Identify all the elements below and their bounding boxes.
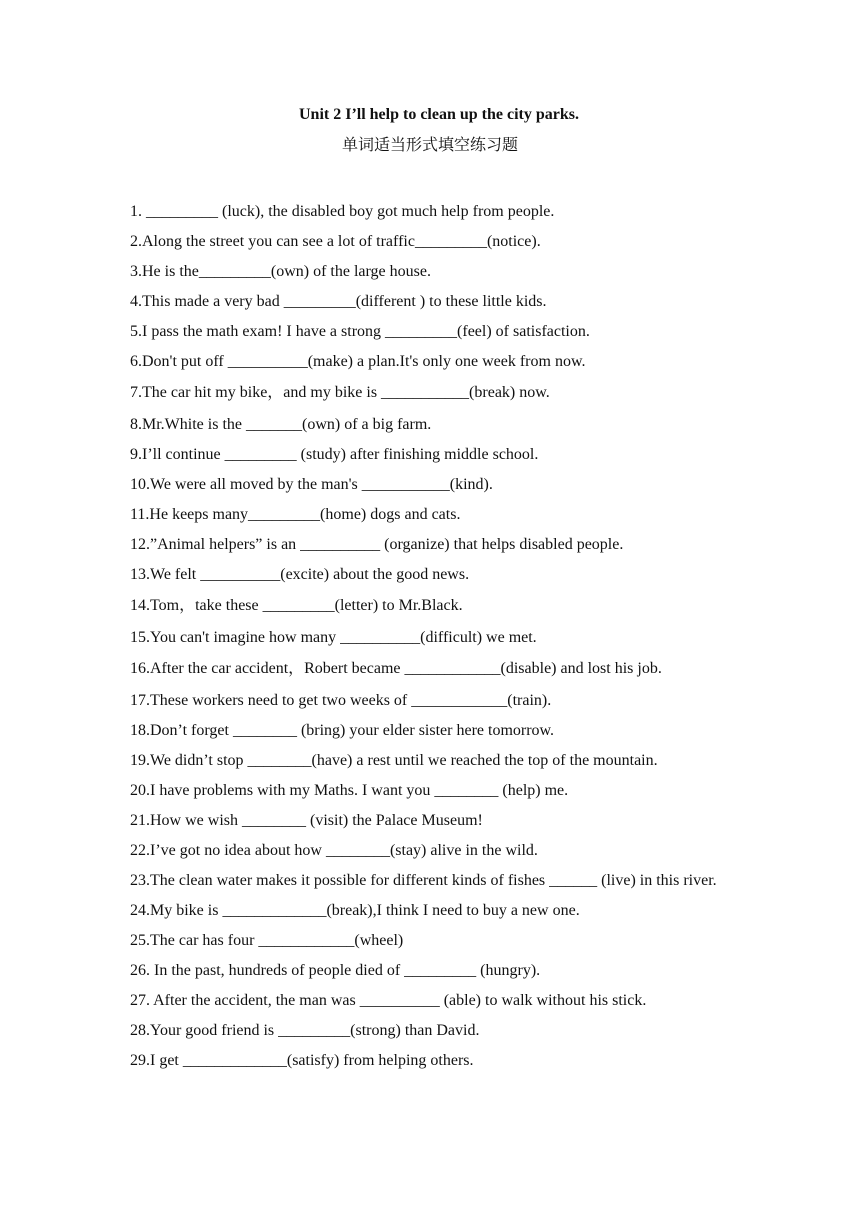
question-item: 22.I’ve got no idea about how ________(stay) alive in the wild. <box>130 842 538 859</box>
question-item: 25.The car has four ____________(wheel) <box>130 932 404 949</box>
question-item: 5.I pass the math exam! I have a strong _________(feel) of satisfaction. <box>130 323 590 340</box>
worksheet-title: Unit 2 I’ll help to clean up the city parks. <box>298 106 579 123</box>
question-item: 11.He keeps many_________(home) dogs and cats. <box>130 506 461 523</box>
question-item: 8.Mr.White is the _______(own) of a big farm. <box>130 415 432 433</box>
question-item: 6.Don't put off __________(make) a plan.It's only one week from now. <box>130 353 586 370</box>
question-item: 10.We were all moved by the man's ___________(kind). <box>130 476 493 493</box>
question-item: 3.He is the_________(own) of the large house. <box>130 263 431 280</box>
question-item: 14.Tom，take these _________(letter) to Mr.Black. <box>130 597 463 614</box>
question-item: 15.You can't imagine how many __________(difficult) we met. <box>130 628 537 646</box>
question-item: 12.”Animal helpers” is an __________ (organize) that helps disabled people. <box>130 536 624 553</box>
question-item: 7.The car hit my bike，and my bike is ___________(break) now. <box>130 384 550 401</box>
question-item: 29.I get _____________(satisfy) from helping others. <box>130 1052 474 1069</box>
question-item: 1. _________ (luck), the disabled boy got much help from people. <box>130 203 555 220</box>
question-item: 21.How we wish ________ (visit) the Palace Museum! <box>130 812 483 829</box>
question-item: 26. In the past, hundreds of people died of _________ (hungry). <box>130 962 541 979</box>
question-item: 28.Your good friend is _________(strong) than David. <box>130 1022 480 1039</box>
question-list <box>130 197 740 1076</box>
question-item: 9.I’ll continue _________ (study) after finishing middle school. <box>130 446 539 463</box>
question-item: 24.My bike is _____________(break),I think I need to buy a new one. <box>130 902 580 919</box>
question-item: 18.Don’t forget ________ (bring) your elder sister here tomorrow. <box>130 722 555 739</box>
worksheet-subtitle: 单词适当形式填空练习题 <box>341 135 518 154</box>
question-item: 17.These workers need to get two weeks of ____________(train). <box>130 691 552 709</box>
question-item: 4.This made a very bad _________(different ) to these little kids. <box>130 293 547 310</box>
question-item: 2.Along the street you can see a lot of traffic_________(notice). <box>130 233 541 250</box>
question-item: 19.We didn’t stop ________(have) a rest until we reached the top of the mountain. <box>130 752 658 769</box>
question-item: 13.We felt __________(excite) about the good news. <box>130 566 470 583</box>
question-item: 23.The clean water makes it possible for different kinds of fishes ______ (live) in this river. <box>130 872 717 889</box>
question-item: 27. After the accident, the man was __________ (able) to walk without his stick. <box>130 992 647 1009</box>
question-item: 16.After the car accident，Robert became ____________(disable) and lost his job. <box>130 660 662 677</box>
question-item: 20.I have problems with my Maths. I want you ________ (help) me. <box>130 782 569 799</box>
